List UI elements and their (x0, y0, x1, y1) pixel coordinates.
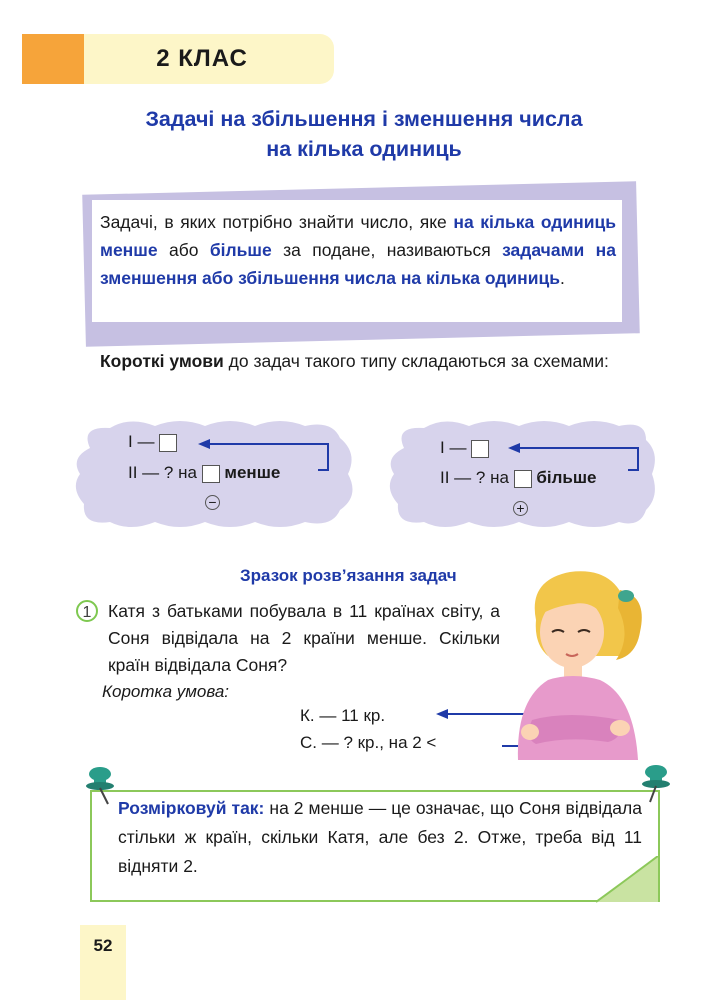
blank-square (159, 434, 177, 452)
blank-square (514, 470, 532, 488)
def-highlight-1: на кілька одиниць менше (100, 212, 617, 260)
blank-square (202, 465, 220, 483)
minus-circle-icon: − (205, 495, 220, 510)
def-part-4: . (560, 268, 565, 288)
scheme-more-row2-text: ІІ — ? на (440, 468, 509, 487)
scheme-more-row-2 (440, 468, 597, 488)
def-part-2: або (157, 240, 210, 260)
scheme-more-row1-text: І — (440, 438, 467, 457)
scheme-less-row1-text: І — (128, 432, 155, 451)
title-line-1: Задачі на збільшення і зменшення числа (145, 107, 583, 131)
scheme-less-word: менше (224, 463, 281, 482)
plus-sign (513, 500, 528, 518)
page-number: 52 (93, 936, 113, 955)
scheme-less-row-2 (128, 463, 280, 483)
scheme-more-row-1 (440, 438, 489, 458)
minus-sign (205, 494, 220, 512)
scheme-less-row-1 (128, 432, 177, 452)
def-highlight-3: задачами на зменшення або збільшення числа на кілька одиниць (100, 240, 616, 288)
task-number-badge: 1 (76, 600, 98, 622)
task-text: Катя з батьками побувала в 11 країнах світу, а Соня відвідала на 2 країни менше. Скільки країн відвідала Соня? (108, 601, 500, 675)
scheme-more-word: більше (536, 468, 597, 487)
page-title (60, 104, 668, 164)
blank-square (471, 440, 489, 458)
girl-illustration (508, 560, 658, 760)
condition-line-1: К. — 11 кр. (300, 706, 386, 725)
grade-title: 2 КЛАС (156, 45, 248, 72)
reasoning-text (118, 794, 642, 881)
pin-right-icon (636, 760, 676, 804)
reasoning-label: Розмірковуй так: (118, 798, 265, 818)
short-condition-label: Коротка умова: (102, 682, 230, 701)
intro-bold: Короткі умови (100, 351, 224, 371)
def-part-1: Задачі, в яких потрібно знайти число, яке (100, 212, 454, 232)
reasoning-body: на 2 менше — це означає, що Соня відвідала стільки ж країн, скільки Катя, але без 2. Отже, треба від 11 відняти 2. (118, 798, 642, 876)
header-tab (22, 34, 84, 84)
definition-text (100, 208, 616, 292)
condition-line-2: С. — ? кр., на 2 < (300, 733, 437, 752)
title-line-2: на кілька одиниць (266, 137, 462, 161)
intro-paragraph (82, 348, 622, 374)
intro-rest: до задач такого типу складаються за схемами: (223, 351, 609, 371)
def-part-3: за подане, називаються (271, 240, 503, 260)
pin-left-icon (82, 762, 122, 806)
scheme-less-row2-text: ІІ — ? на (128, 463, 197, 482)
definition-box (92, 200, 622, 322)
plus-circle-icon: + (513, 501, 528, 516)
def-highlight-2: більше (209, 240, 272, 260)
sample-heading: Зразок розв’язання задач (240, 566, 457, 585)
